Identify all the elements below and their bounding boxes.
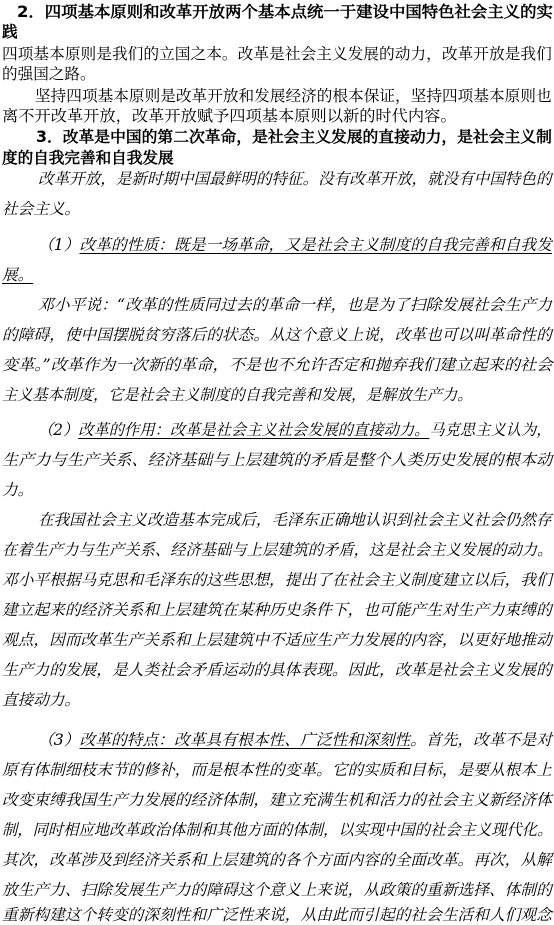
paragraph-text: 放生产力、扫除发展生产力的障碍这个意义上来说，从政策的重新选择、体制的 — [2, 881, 552, 899]
paragraph-text: 制，同时相应地改革政治体制和其他方面的体制，以实现中国的社会主义现代化。 — [2, 821, 553, 839]
section-heading-3: 3．改革是中国的第二次革命，是社会主义发展的直接动力，是社会主义制 — [36, 128, 552, 146]
paragraph-text: 邓小平说：“改革的性质同过去的革命一样，也是为了扫除发展社会生产力 — [38, 296, 552, 314]
paragraph-text: 的强国之路。 — [2, 65, 96, 83]
paragraph-text: 社会主义。 — [2, 200, 80, 218]
paragraph-text: 重新构建这个转变的深刻性和广泛性来说，从由此而引起的社会生活和人们观念 — [2, 906, 552, 924]
section-heading-2: 2．四项基本原则和改革开放两个基本点统一于建设中国特色社会主义的实 — [17, 3, 553, 21]
paragraph-text: 生产力的发展，是人类社会矛盾运动的具体表现。因此，改革是社会主义发展的 — [2, 661, 552, 679]
paragraph-text: 邓小平根据马克思和毛泽东的这些思想，提出了在社会主义制度建立以后，我们 — [2, 571, 552, 589]
item-number: （2） — [38, 421, 79, 439]
paragraph-text: 生产力与生产关系、经济基础与上层建筑的矛盾是整个人类历史发展的根本动 — [2, 451, 553, 469]
underlined-phrase: 改革的性质：既是一场革命，又是社会主义制度的自我完善和自我发 — [79, 236, 552, 254]
paragraph-text: 改变束缚我国生产力发展的经济体制，建立充满生机和活力的社会主义新经济体 — [2, 791, 552, 809]
paragraph-text: 在着生产力与生产关系、经济基础与上层建筑的矛盾，这是社会主义发展的动力。 — [2, 541, 553, 559]
paragraph-text: 主义基本制度，它是社会主义制度的自我完善和发展，是解放生产力。 — [2, 386, 473, 404]
subheading-role-of-reform — [38, 420, 552, 440]
paragraph-text: 直接动力。 — [2, 691, 80, 709]
underlined-phrase: 改革的作用：改革是社会主义社会发展的直接动力。 — [78, 421, 430, 439]
paragraph-text: 四项基本原则是我们的立国之本。改革是社会主义发展的动力，改革开放是我们 — [2, 45, 552, 63]
paragraph-text: 其次，改革涉及到经济关系和上层建筑的各个方面内容的全面改革。再次，从解 — [2, 851, 552, 869]
paragraph-text: 变革。”改革作为一次新的革命，不是也不允许否定和抛弃我们建立起来的社会 — [2, 356, 553, 374]
paragraph-text: 。首先，改革不是对 — [410, 731, 552, 749]
underlined-phrase: 展。 — [2, 266, 34, 284]
section-heading-3-cont: 度的自我完善和自我发展 — [2, 149, 174, 167]
paragraph-text: 马克思主义认为， — [429, 421, 552, 439]
paragraph-text: 的障碍，使中国摆脱贫穷落后的状态。从这个意义上说，改革也可以叫革命性的 — [2, 326, 552, 344]
paragraph-text: 离不开改革开放，改革开放赋予四项基本原则以新的时代内容。 — [2, 107, 457, 125]
paragraph-text: 改革开放，是新时期中国最鲜明的特征。没有改革开放，就没有中国特色的 — [38, 170, 552, 188]
paragraph-text: 力。 — [2, 481, 34, 499]
subheading-nature-of-reform-cont — [2, 265, 33, 285]
item-number: （1） — [38, 236, 80, 254]
paragraph-text: 观点，因而改革生产关系和上层建筑中不适应生产力发展的内容，以更好地推动 — [2, 631, 552, 649]
subheading-features-of-reform — [38, 730, 552, 750]
underlined-phrase: 改革的特点：改革具有根本性、广泛性和深刻性 — [79, 731, 411, 749]
paragraph-text: 坚持四项基本原则是改革开放和发展经济的根本保证，坚持四项基本原则也 — [35, 87, 552, 105]
subheading-nature-of-reform — [38, 235, 552, 255]
item-number: （3） — [38, 731, 80, 749]
section-heading-2-cont: 践 — [2, 23, 18, 41]
paragraph-text: 建立起来的经济关系和上层建筑在某种历史条件下，也可能产生对生产力束缚的 — [2, 601, 552, 619]
paragraph-text: 原有体制细枝末节的修补，而是根本性的变革。它的实质和目标，是要从根本上 — [2, 761, 552, 779]
paragraph-text: 在我国社会主义改造基本完成后，毛泽东正确地认识到社会主义社会仍然存 — [38, 511, 552, 529]
